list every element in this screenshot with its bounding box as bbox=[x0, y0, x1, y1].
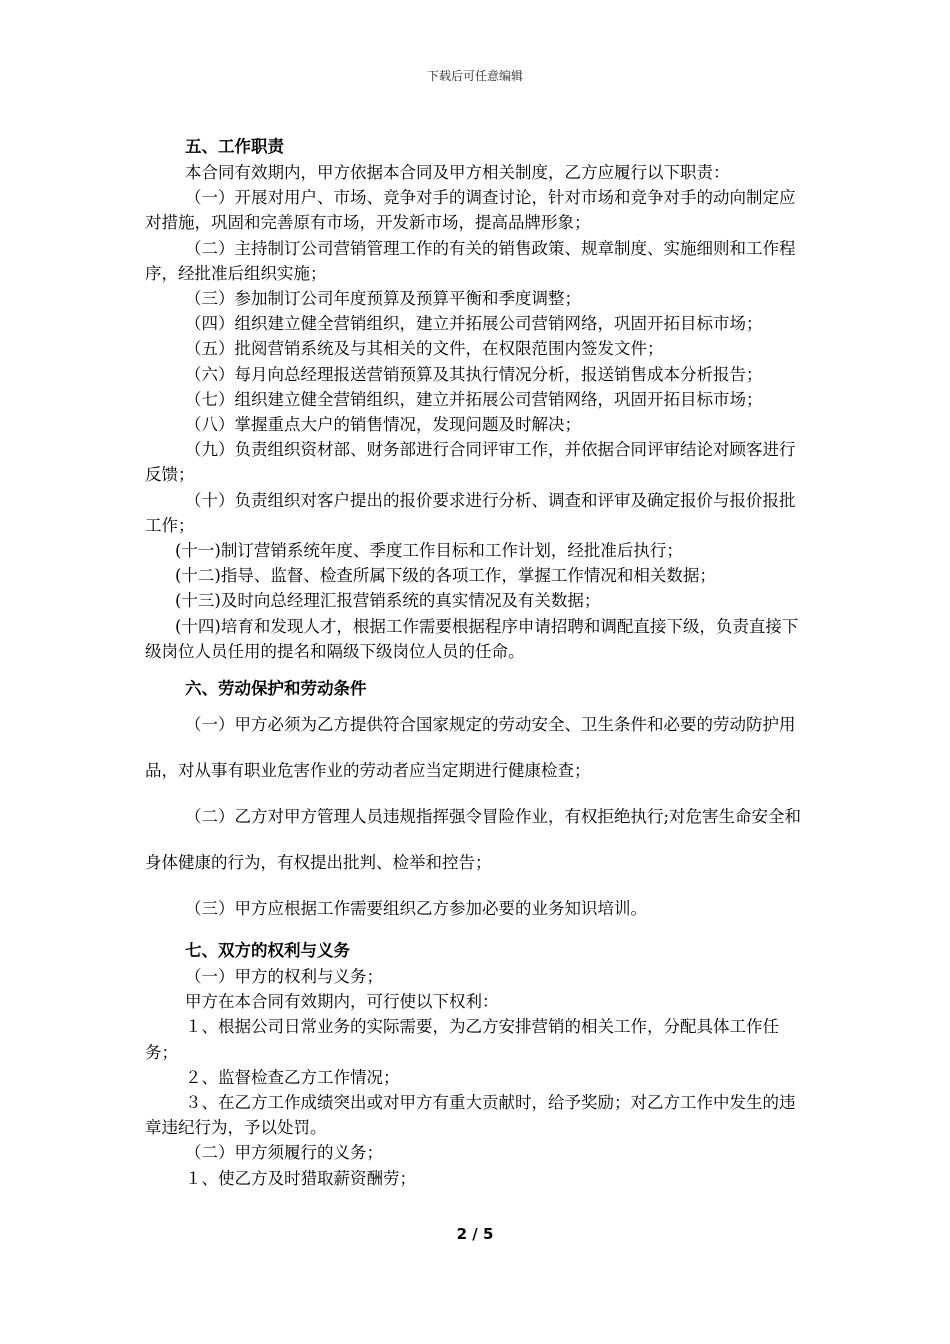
section-7-title: 七、双方的权利与义务 bbox=[185, 941, 350, 961]
page-header: 下载后可任意编辑 bbox=[426, 69, 523, 83]
section-7-item: ３、在乙方工作成绩突出或对甲方有重大贡献时，给予奖励；对乙方工作中发生的违章违纪行为，予以处罚。 bbox=[145, 1093, 796, 1138]
section-5-item: （八）掌握重点大户的销售情况，发现问题及时解决； bbox=[185, 415, 581, 435]
section-5-item: (十四)培育和发现人才，根据工作需要根据程序申请招聘和调配直接下级，负责直接下级岗位人员任用的提名和隔级下级岗位人员的任命。 bbox=[145, 616, 799, 661]
section-5-intro: 本合同有效期内，甲方依据本合同及甲方相关制度，乙方应履行以下职责： bbox=[185, 163, 730, 182]
section-5-item: （六）每月向总经理报送营销预算及其执行情况分析，报送销售成本分析报告； bbox=[185, 364, 763, 384]
section-7-duty: １、使乙方及时猎取薪资酬劳； bbox=[185, 1168, 416, 1188]
section-7-intro: 甲方在本合同有效期内，可行使以下权利： bbox=[185, 992, 499, 1012]
section-6-item: （二）乙方对甲方管理人员违规指挥强令冒险作业，有权拒绝执行;对危害生命安全和身体健康的行为，有权提出批判、检举和控告； bbox=[145, 807, 802, 873]
section-7-subheading: （二）甲方须履行的义务； bbox=[185, 1143, 383, 1163]
section-5-item: （七）组织建立健全营销组织，建立并拓展公司营销网络，巩固开拓目标市场； bbox=[185, 389, 763, 409]
section-5-item: (十三)及时向总经理汇报营销系统的真实情况及有关数据； bbox=[175, 591, 601, 611]
section-6-title: 六、劳动保护和劳动条件 bbox=[185, 679, 367, 699]
section-5-item: （九）负责组织资材部、财务部进行合同评审工作，并依据合同评审结论对顾客进行反馈； bbox=[145, 440, 796, 485]
section-5-item: （四）组织建立健全营销组织，建立并拓展公司营销网络，巩固开拓目标市场； bbox=[185, 314, 763, 334]
section-5-item: （一）开展对用户、市场、竞争对手的调查讨论，针对市场和竞争对手的动向制定应对措施，巩固和完善原有市场，开发新市场，提高品牌形象； bbox=[145, 188, 796, 233]
section-6-item: （三）甲方应根据工作需要组织乙方参加必要的业务知识培训。 bbox=[185, 899, 647, 919]
section-5-item: （五）批阅营销系统及与其相关的文件，在权限范围内签发文件； bbox=[185, 339, 664, 359]
section-5-item: (十二)指导、监督、检查所属下级的各项工作，掌握工作情况和相关数据； bbox=[175, 566, 716, 586]
document-body bbox=[145, 134, 805, 1191]
section-5-item: （三）参加制订公司年度预算及预算平衡和季度调整； bbox=[185, 289, 581, 309]
section-5-item: （十）负责组织对客户提出的报价要求进行分析、调查和评审及确定报价与报价报批工作； bbox=[145, 490, 796, 535]
section-5-title: 五、工作职责 bbox=[185, 137, 284, 156]
section-7-item: １、根据公司日常业务的实际需要，为乙方安排营销的相关工作，分配具体工作任务； bbox=[145, 1017, 779, 1062]
section-5-item: (十一)制订营销系统年度、季度工作目标和工作计划，经批准后执行； bbox=[175, 541, 683, 561]
section-7-subheading: （一）甲方的权利与义务； bbox=[185, 967, 383, 987]
section-7-item: ２、监督检查乙方工作情况； bbox=[185, 1067, 400, 1087]
section-6-item: （一）甲方必须为乙方提供符合国家规定的劳动安全、卫生条件和必要的劳动防护用品，对从事有职业危害作业的劳动者应当定期进行健康检查； bbox=[145, 715, 796, 781]
section-5-item: （二）主持制订公司营销管理工作的有关的销售政策、规章制度、实施细则和工作程序，经批准后组织实施； bbox=[145, 238, 796, 283]
page-number: 2 / 5 bbox=[456, 1225, 494, 1243]
